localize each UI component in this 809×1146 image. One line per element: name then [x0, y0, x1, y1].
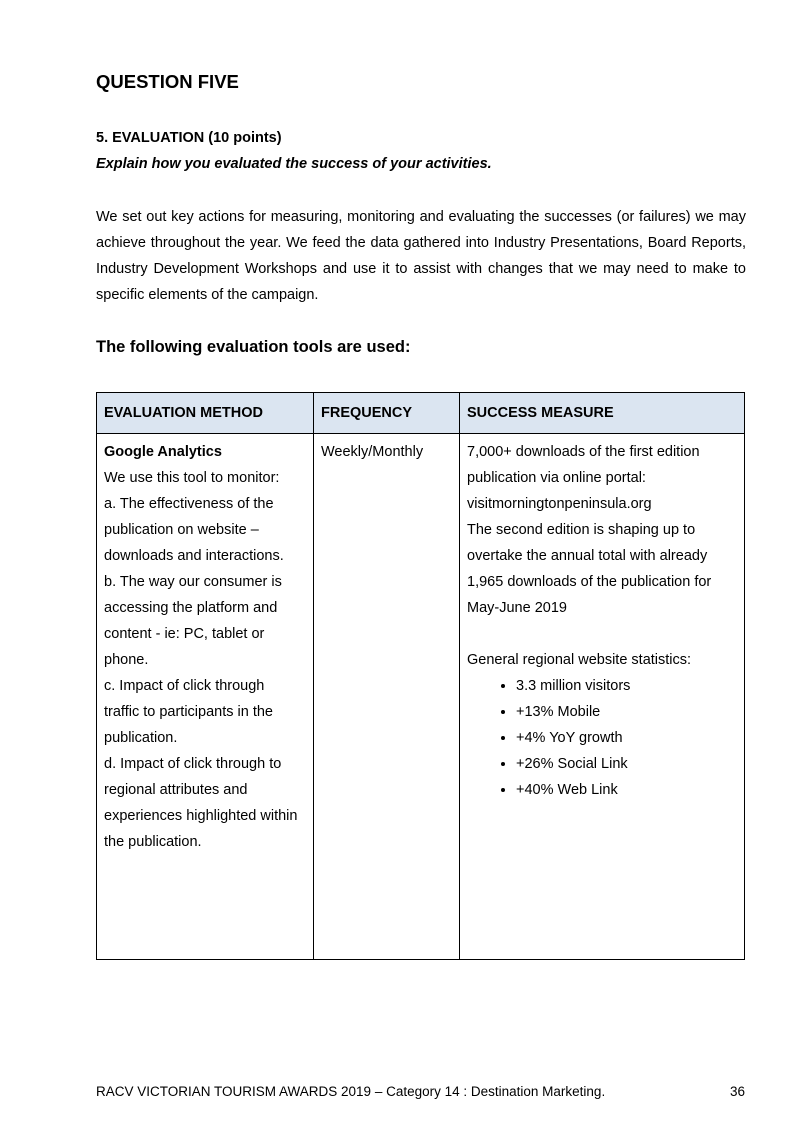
method-line: b. The way our consumer is — [104, 574, 282, 590]
header-evaluation-method: EVALUATION METHOD — [97, 393, 314, 434]
list-item: • +13% Mobile — [516, 699, 737, 725]
method-line: phone. — [104, 652, 149, 668]
measure-line: overtake the annual total with already — [467, 548, 708, 564]
list-item: • 3.3 million visitors — [516, 673, 737, 699]
method-cell — [97, 434, 314, 960]
footer-text: RACV VICTORIAN TOURISM AWARDS 2019 – Category 14 : Destination Marketing. — [96, 1084, 606, 1099]
blank-line — [467, 621, 737, 647]
frequency-cell — [314, 434, 460, 960]
success-measure-cell — [460, 434, 745, 960]
page-heading: QUESTION FIVE — [96, 71, 239, 92]
header-success-measure: SUCCESS MEASURE — [460, 393, 745, 434]
method-line: experiences highlighted within — [104, 808, 298, 824]
measure-line: 7,000+ downloads of the first edition — [467, 444, 700, 460]
list-item: • +4% YoY growth — [516, 725, 737, 751]
stats-heading: General regional website statistics: — [467, 652, 692, 668]
table-row — [97, 434, 745, 960]
measure-line: 1,965 downloads of the publication for — [467, 574, 712, 590]
measure-line: The second edition is shaping up to — [467, 522, 696, 538]
list-item: • +26% Social Link — [516, 751, 737, 777]
intro-paragraph: We set out key actions for measuring, monitoring and evaluating the successes (or failures) we may achieve throughout the year. We feed the data gathered into Industry Presentations, Board Reports, Industry Development Workshops and use it to assist with changes that we may need to make to specific elements of the campaign. — [96, 209, 746, 303]
stats-list — [467, 673, 737, 803]
table-header-row — [97, 393, 745, 434]
section-subtitle: Explain how you evaluated the success of your activities. — [96, 156, 492, 172]
measure-line: visitmorningtonpeninsula.org — [467, 496, 652, 512]
method-title: Google Analytics — [104, 444, 222, 460]
method-line: d. Impact of click through to — [104, 756, 282, 772]
evaluation-table — [96, 392, 745, 960]
measure-line: publication via online portal: — [467, 470, 646, 486]
method-line: downloads and interactions. — [104, 548, 284, 564]
method-line: a. The effectiveness of the — [104, 496, 274, 512]
section-title: 5. EVALUATION (10 points) — [96, 130, 282, 146]
list-item: • +40% Web Link — [516, 777, 737, 803]
method-line: regional attributes and — [104, 782, 248, 798]
method-line: publication. — [104, 730, 178, 746]
tools-heading: The following evaluation tools are used: — [96, 338, 411, 356]
header-frequency: FREQUENCY — [314, 393, 460, 434]
measure-line: May-June 2019 — [467, 600, 567, 616]
method-line: accessing the platform and — [104, 600, 278, 616]
frequency-value: Weekly/Monthly — [321, 444, 424, 460]
method-line: We use this tool to monitor: — [104, 470, 280, 486]
method-line: traffic to participants in the — [104, 704, 273, 720]
method-line: publication on website – — [104, 522, 259, 538]
method-line: content - ie: PC, tablet or — [104, 626, 265, 642]
page-number: 36 — [730, 1084, 746, 1099]
method-line: the publication. — [104, 834, 202, 850]
method-line: c. Impact of click through — [104, 678, 265, 694]
